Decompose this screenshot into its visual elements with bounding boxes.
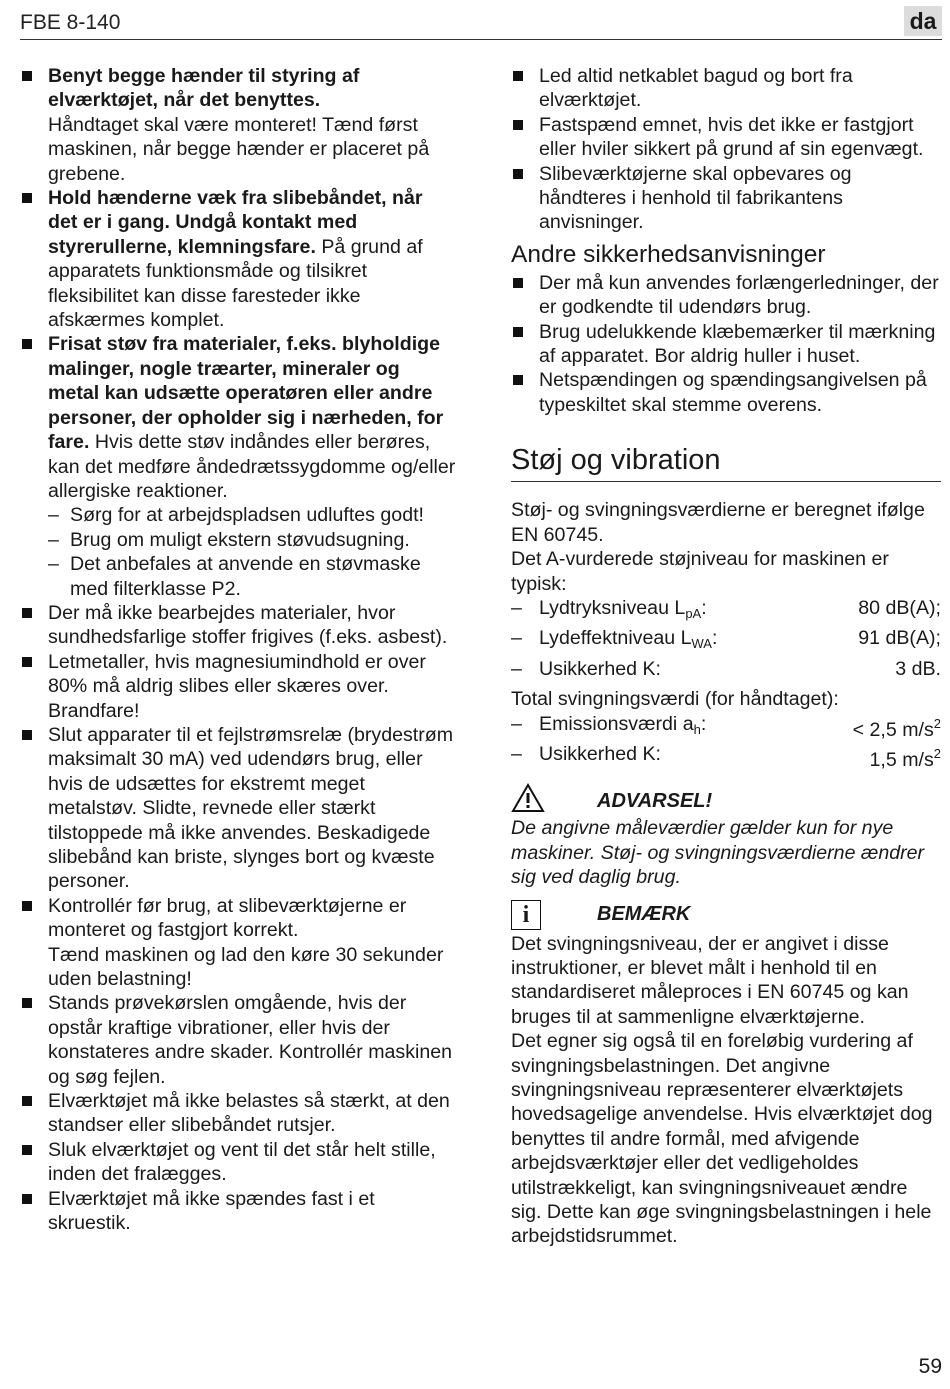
- safety-text: Hvis dette støv indåndes eller berøres, kan det medføre åndedrætssygdomme og/eller allergiske reaktioner.: [48, 431, 456, 502]
- list-item: Netspændingen og spændingsangivelsen på typeskiltet skal stemme overens.: [511, 368, 941, 417]
- spec-row: [511, 596, 941, 626]
- list-item: Stands prøvekørslen omgående, hvis der opstår kraftige vibrationer, eller hvis der konstateres andre skader. Kontrollér maskinen og søg fejlen.: [20, 991, 456, 1089]
- list-item: Led altid netkablet bagud og bort fra elværktøjet.: [511, 64, 941, 113]
- spec-row: [511, 742, 941, 772]
- spec-name: – Usikkerhed K:: [539, 742, 661, 765]
- list-item: Elværktøjet må ikke belastes så stærkt, at den standser eller slibebåndet rutsjer.: [20, 1089, 456, 1138]
- list-item: Der må ikke bearbejdes materialer, hvor sundhedsfarlige stoffer frigives (f.eks. asbest).: [20, 601, 456, 650]
- spec-row: [511, 657, 941, 681]
- spec-value: 91 dB(A);: [858, 627, 941, 650]
- section-heading-other-safety: Andre sikkerhedsanvisninger: [511, 240, 826, 268]
- dash-item: – Sørg for at arbejdspladsen udluftes godt!: [20, 503, 456, 527]
- spec-name: – Emissionsværdi $a_h$:: [539, 712, 707, 737]
- spec-name: – Lydeffektniveau $L_{WA}$:: [539, 627, 718, 652]
- header-rule: [20, 39, 942, 40]
- safety-text: Håndtaget skal være monteret! Tænd først maskinen, når begge hænder er placeret på grebene.: [48, 113, 430, 185]
- warning-triangle-icon: [511, 783, 545, 813]
- warning-header: [511, 786, 941, 816]
- list-item: [20, 332, 456, 503]
- safety-text-bold: Benyt begge hænder til styring af elværktøjet, når det benyttes.: [48, 65, 360, 112]
- noise-intro: Støj- og svingningsværdierne er beregnet ifølge EN 60745.: [511, 499, 925, 546]
- safety-text: Tænd maskinen og lad den køre 30 sekunder uden belastning!: [48, 943, 444, 991]
- heading-rule: [511, 481, 941, 482]
- list-item: [20, 64, 456, 186]
- list-item: Der må kun anvendes forlængerledninger, der er godkendte til udendørs brug.: [511, 271, 941, 320]
- safety-text: Kontrollér før brug, at slibeværktøjerne er monteret og fastgjort korrekt.: [48, 894, 407, 942]
- safety-text-bold: Frisat støv fra materialer, f.eks. blyholdige malinger, nogle træarter, mineraler og metal kan udsætte operatøren eller andre personer, der opholder sig i nærheden, for fare.: [48, 333, 444, 454]
- left-column: [20, 64, 456, 1236]
- spec-name: – Lydtryksniveau $L_{pA}$:: [539, 596, 707, 621]
- page-number: 59: [918, 1355, 942, 1378]
- section-heading-noise-vibration: Støj og vibration: [511, 444, 721, 477]
- list-item: Slibeværktøjerne skal opbevares og håndteres i henhold til fabrikantens anvisninger.: [511, 162, 941, 235]
- spec-row: [511, 712, 941, 742]
- list-item: Slut apparater til et fejlstrømsrelæ (brydestrøm maksimalt 30 mA) ved udendørs brug, eller hvis de udsættes for ekstremt meget metalstøv. Slidte, revnede eller stærkt tilstoppede må ikke anvendes. Beskadigede slibebånd kan briste, slynges bort og kvæste personer.: [20, 723, 456, 894]
- warning-text: De angivne måleværdier gælder kun for nye maskiner. Støj- og svingningsværdierne ændrer sig ved daglig brug.: [511, 817, 925, 889]
- noise-level-intro: Det A-vurderede støjniveau for maskinen er typisk:: [511, 548, 889, 595]
- dash-item: – Det anbefales at anvende en støvmaske med filterklasse P2.: [20, 552, 456, 601]
- note-header: [511, 900, 941, 930]
- info-icon: i: [511, 900, 541, 930]
- language-badge: da: [904, 6, 942, 36]
- document-model: FBE 8-140: [20, 11, 121, 34]
- list-item: [20, 894, 456, 992]
- safety-text: På grund af apparatets funktionsmåde og tilsikret fleksibilitet kan disse faresteder ikke afskærmes komplet.: [48, 235, 423, 332]
- list-item: Sluk elværktøjet og vent til det står helt stille, inden det fralægges.: [20, 1138, 456, 1187]
- spec-row: [511, 626, 941, 656]
- note-title: BEMÆRK: [597, 903, 691, 926]
- vibration-intro: Total svingningsværdi (for håndtaget):: [511, 688, 839, 711]
- note-text: Det svingningsniveau, der er angivet i disse instruktioner, er blevet målt i henhold til en standardiseret måleproces i EN 60745 og kan bruges til at sammenligne elværktøjerne.: [511, 932, 909, 1028]
- spec-value: 1,5 $m/s^2$: [869, 745, 941, 771]
- note-text: Det egner sig også til en foreløbig vurdering af svingningsbelastningen. Det angivne svingningsniveau repræsenterer elværktøjets hovedsagelige anvendelse. Hvis elværktøjet dog benyttes til andre formål, med afvigende arbejdsværktøjer eller det vedligeholdes utilstrækkeligt, kan svingningsniveauet ændre sig. Dette kan øge svingningsbelastningen i hele arbejdstidsrummet.: [511, 1030, 933, 1248]
- list-item: Fastspænd emnet, hvis det ikke er fastgjort eller hviler sikkert på grund af sin egenvægt.: [511, 113, 941, 162]
- list-item: [20, 186, 456, 332]
- spec-value: < 2,5 $m/s^2$: [852, 715, 941, 741]
- list-item: Brug udelukkende klæbemærker til mærkning af apparatet. Bor aldrig huller i huset.: [511, 320, 941, 369]
- spec-value: 80 dB(A);: [858, 596, 941, 619]
- list-item: Letmetaller, hvis magnesiumindhold er over 80% må aldrig slibes eller skæres over. Brandfare!: [20, 650, 456, 723]
- right-column: [511, 64, 941, 1249]
- spec-value: 3 dB.: [895, 657, 941, 680]
- dash-item: – Brug om muligt ekstern støvudsugning.: [20, 528, 456, 552]
- spec-name: – Usikkerhed K:: [539, 657, 661, 680]
- list-item: Elværktøjet må ikke spændes fast i et skruestik.: [20, 1187, 456, 1236]
- safety-text-bold: Hold hænderne væk fra slibebåndet, når det er i gang. Undgå kontakt med styrerullerne, klemningsfare.: [48, 187, 423, 258]
- warning-title: ADVARSEL!: [597, 790, 713, 813]
